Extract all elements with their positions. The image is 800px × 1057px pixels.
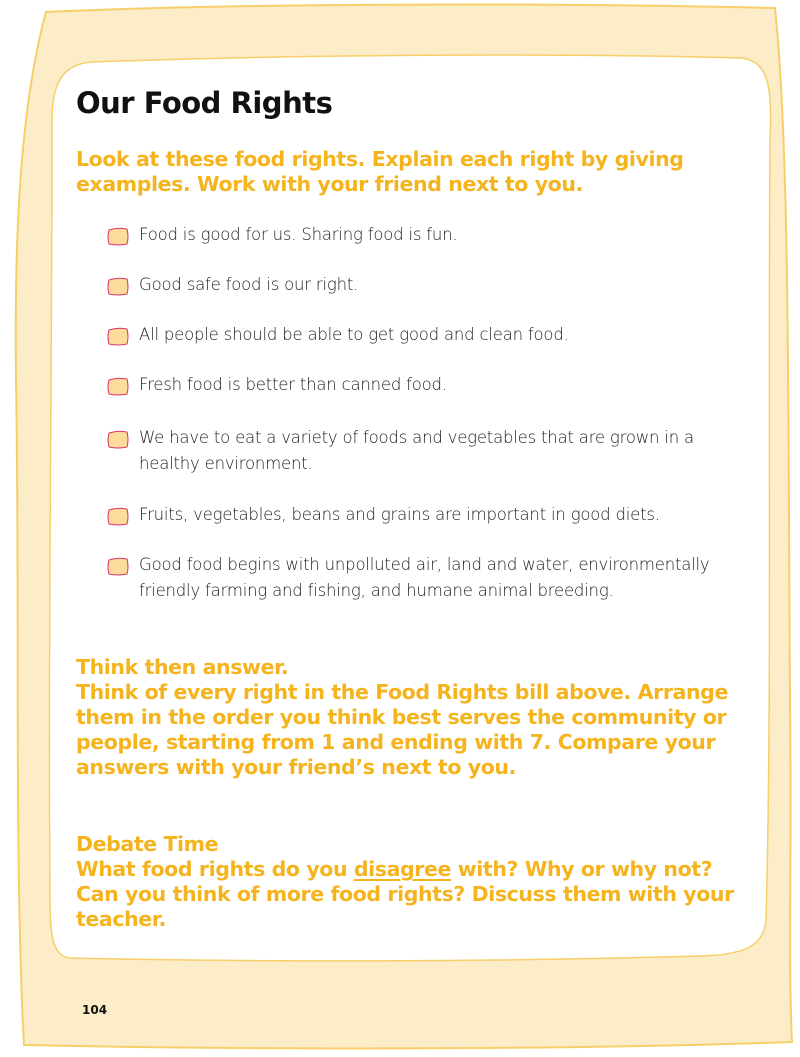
right-item — [106, 225, 739, 248]
checkbox-icon[interactable] — [106, 277, 130, 296]
checkbox-icon[interactable] — [106, 327, 130, 346]
right-text: All people should be able to get good and clean food. — [139, 325, 569, 344]
right-text: Food is good for us. Sharing food is fun. — [139, 225, 458, 244]
debate-heading: Debate Time — [76, 832, 219, 856]
page-number: 104 — [82, 1003, 108, 1017]
right-text: Good food begins with unpolluted air, land and water, environmentally friendly farming and fishing, and humane animal breeding. — [139, 555, 710, 600]
right-text: Fresh food is better than canned food. — [139, 375, 447, 394]
think-heading: Think then answer. — [76, 655, 289, 679]
checkbox-icon[interactable] — [106, 507, 130, 526]
debate-body-end: with? Why or why not? Can you think of more food rights? Discuss them with your teacher. — [76, 857, 734, 931]
right-text: Fruits, vegetables, beans and grains are important in good diets. — [139, 505, 660, 524]
debate-body — [76, 857, 756, 932]
right-item — [106, 325, 739, 348]
right-item — [106, 555, 739, 604]
disagree-word: disagree — [353, 857, 452, 881]
instructions: Look at these food rights. Explain each right by giving examples. Work with your friend next to you. — [76, 147, 684, 196]
checkbox-icon[interactable] — [106, 557, 130, 576]
right-item — [106, 505, 739, 528]
right-text: Good safe food is our right. — [139, 275, 359, 294]
think-body: Think of every right in the Food Rights bill above. Arrange them in the order you think best serves the community or people, starting from 1 and ending with 7. Compare your answers with your friend’s next to you. — [76, 680, 728, 779]
right-item — [106, 375, 739, 398]
right-text: We have to eat a variety of foods and vegetables that are grown in a healthy environment. — [139, 428, 694, 473]
right-item — [106, 428, 739, 477]
checkbox-icon[interactable] — [106, 377, 130, 396]
right-item — [106, 275, 739, 298]
checkbox-icon[interactable] — [106, 430, 130, 449]
checkbox-icon[interactable] — [106, 227, 130, 246]
debate-body-start: What food rights do you — [76, 857, 354, 881]
page-title: Our Food Rights — [76, 86, 333, 120]
